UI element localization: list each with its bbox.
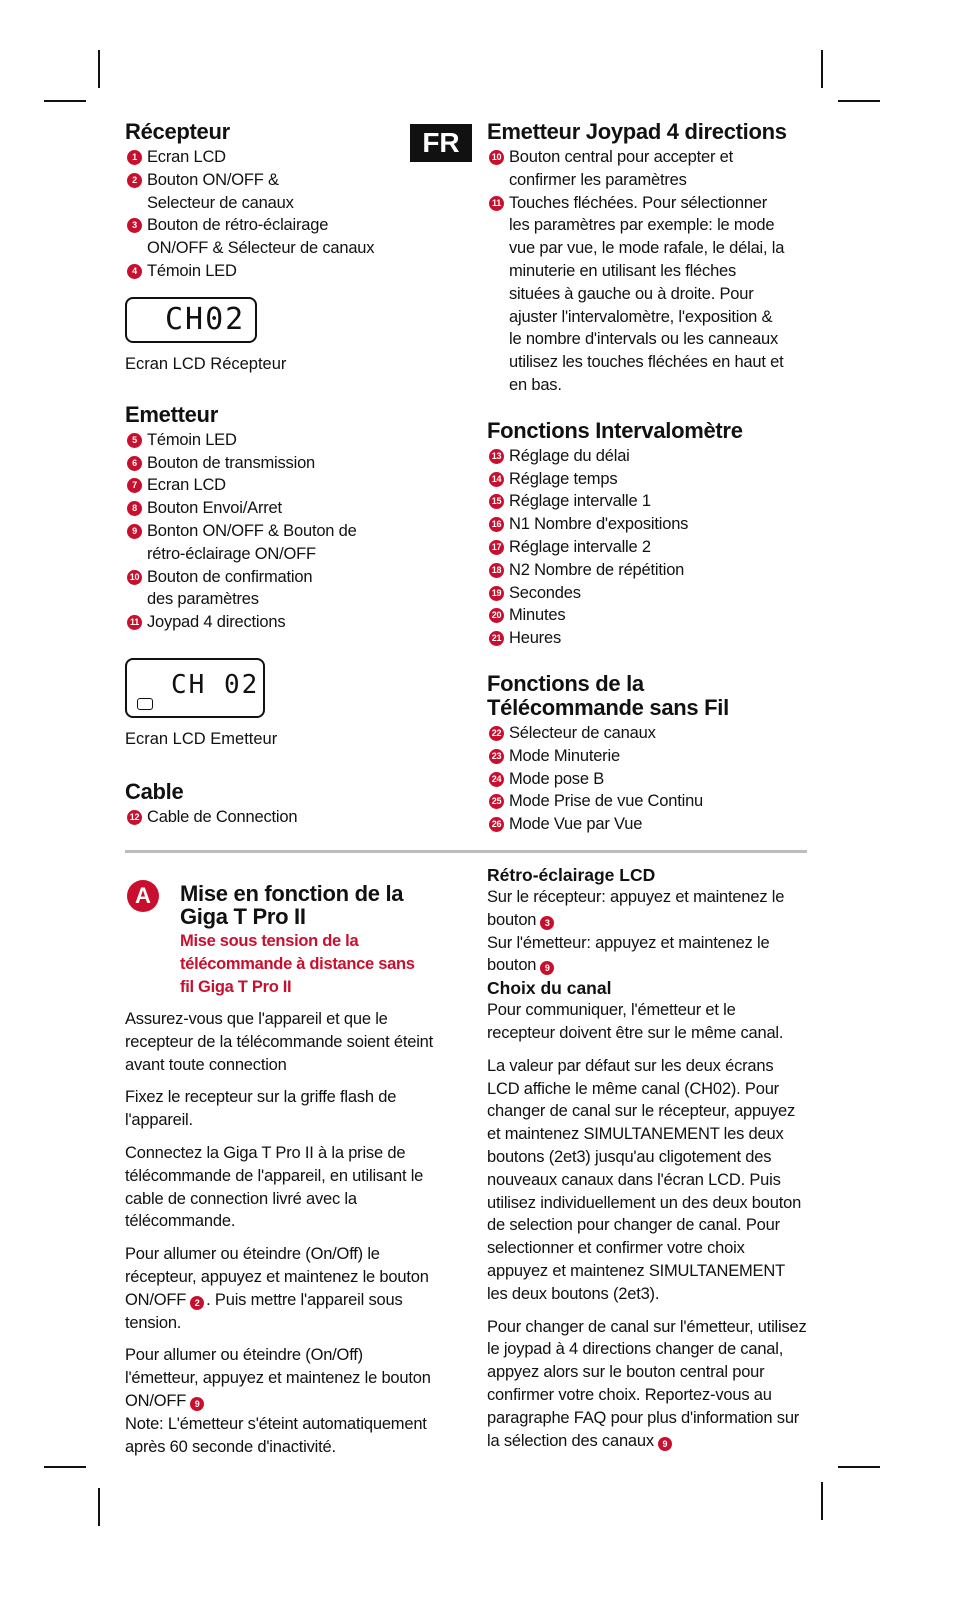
list-item: [125, 566, 455, 612]
list-item-text: N2 Nombre de répétition: [509, 560, 685, 579]
list-item-text: utilisez les touches fléchées en haut et: [509, 353, 784, 372]
section-heading: [487, 672, 807, 720]
list-item: [487, 490, 807, 513]
list-item: [125, 452, 455, 475]
list-item-text: Bouton de confirmation: [147, 567, 313, 586]
callout-number-icon: 3: [540, 916, 554, 930]
section-heading: Choix du canal: [487, 978, 612, 999]
callout-number-icon: 26: [489, 817, 504, 832]
callout-number-icon: 17: [489, 540, 504, 555]
list-item: [487, 813, 807, 836]
subheading-line: fil Giga T Pro II: [180, 977, 292, 996]
paragraph-text: Sur le récepteur: appuyez et maintenez le bouton: [487, 888, 785, 929]
left-column: [125, 120, 455, 829]
intervalometre-section: [487, 419, 807, 650]
callout-number-icon: 6: [127, 456, 142, 471]
callout-number-icon: 21: [489, 631, 504, 646]
list-item-text: Réglage intervalle 1: [509, 492, 651, 511]
section-heading: Emetteur: [125, 401, 218, 427]
list-item: [487, 146, 807, 192]
emetteur-section: [125, 403, 455, 750]
cable-section: [125, 780, 455, 829]
paragraph-text: Note: L'émetteur s'éteint automatiquement après 60 seconde d'inactivité.: [125, 1414, 427, 1456]
subheading-line: Mise sous tension de la: [180, 932, 359, 950]
list-item: [487, 768, 807, 791]
list-item-text: minuterie en utilisant les fléches: [509, 261, 737, 280]
crop-mark: [98, 1488, 100, 1526]
recepteur-section: [125, 120, 455, 375]
list-item: [487, 192, 807, 397]
list-item: [125, 260, 455, 283]
callout-number-icon: 9: [658, 1437, 672, 1451]
list-item-text: Ecran LCD: [147, 148, 226, 166]
callout-number-icon: 9: [190, 1397, 204, 1411]
paragraph: [487, 932, 807, 978]
paragraph-text: Pour allumer ou éteindre (On/Off) le récepteur, appuyez et maintenez le bouton ON/OFF: [125, 1245, 429, 1309]
section-heading: [180, 882, 450, 928]
list-item-text: situées à gauche ou à droite. Pour: [509, 284, 754, 303]
list-item-text: Cable de Connection: [147, 807, 298, 826]
crop-mark: [821, 1482, 823, 1520]
receiver-lcd-display: [125, 297, 257, 343]
section-heading: Rétro-éclairage LCD: [487, 865, 656, 885]
emetteur-list: [125, 429, 455, 634]
cable-list: [125, 806, 455, 829]
section-subheading: [180, 930, 450, 998]
callout-number-icon: 12: [127, 810, 142, 825]
paragraph-text: Pour changer de canal sur l'émetteur, utilisez le joypad à 4 directions changer de canal, appyez alors sur le bouton central pour confirmer votre choix. Reportez-vous au paragraphe FAQ pour plus d'information sur la sélection des canaux: [487, 1317, 807, 1450]
list-item-text: N1 Nombre d'expositions: [509, 515, 689, 534]
list-item-text: Bouton central pour accepter et: [509, 148, 734, 166]
telecommande-list: [487, 722, 807, 836]
section-heading: Fonctions Intervalomètre: [487, 417, 743, 443]
heading-line: Fonctions de la: [487, 670, 644, 696]
list-item-text: Réglage du délai: [509, 446, 630, 465]
paragraph: [487, 886, 807, 932]
paragraph-text: . Puis mettre l'appareil sous tension.: [125, 1290, 403, 1332]
section-heading: Récepteur: [125, 119, 230, 144]
list-item-text: Touches fléchées. Pour sélectionner: [509, 193, 768, 212]
list-item: [125, 146, 455, 169]
list-item-text: Sélecteur de canaux: [509, 723, 656, 742]
list-item-text: Mode Vue par Vue: [509, 815, 643, 834]
paragraph: Pour communiquer, l'émetteur et le recepteur doivent être sur le même canal.: [487, 1001, 784, 1042]
callout-number-icon: 4: [127, 264, 142, 279]
callout-number-icon: 7: [127, 478, 142, 493]
list-item-text: ajuster l'intervalomètre, l'exposition &: [509, 307, 773, 326]
list-item: [487, 536, 807, 559]
list-item: [487, 722, 807, 745]
list-item: [125, 497, 455, 520]
list-item: [487, 513, 807, 536]
figure-caption: Ecran LCD Récepteur: [125, 354, 287, 373]
crop-mark: [821, 50, 823, 88]
list-item-text: les paramètres par exemple: le mode: [509, 216, 775, 235]
list-item: [487, 790, 807, 813]
callout-number-icon: 15: [489, 494, 504, 509]
list-item-text: Bouton de transmission: [147, 453, 316, 472]
section-divider: [125, 850, 807, 853]
lcd-indicator-icon: [137, 698, 153, 710]
list-item-text: Bonton ON/OFF & Bouton de: [147, 521, 357, 540]
language-badge: FR: [410, 124, 472, 162]
heading-line: Télécommande sans Fil: [487, 694, 729, 720]
callout-number-icon: 11: [127, 615, 142, 630]
crop-mark: [838, 100, 880, 102]
list-item-text: Bouton ON/OFF &: [147, 170, 279, 189]
list-item-text: rétro-éclairage ON/OFF: [147, 544, 316, 563]
list-item-text: Selecteur de canaux: [147, 193, 294, 212]
callout-number-icon: 24: [489, 772, 504, 787]
list-item: [487, 468, 807, 491]
list-item-text: Heures: [509, 629, 561, 648]
section-a-badge: A: [127, 880, 159, 912]
list-item: [487, 445, 807, 468]
heading-line: Mise en fonction de la: [180, 881, 404, 906]
paragraph: [125, 1243, 440, 1334]
callout-number-icon: 18: [489, 563, 504, 578]
figure-caption: Ecran LCD Emetteur: [125, 729, 278, 748]
paragraph: [125, 1344, 440, 1458]
list-item-text: Témoin LED: [147, 261, 237, 280]
paragraph-text: Sur l'émetteur: appuyez et maintenez le bouton: [487, 933, 770, 975]
section-a-header: [180, 882, 450, 998]
list-item-text: confirmer les paramètres: [509, 170, 687, 189]
list-item-text: Témoin LED: [147, 430, 237, 449]
telecommande-section: [487, 672, 807, 836]
subheading-line: télécommande à distance sans: [180, 954, 415, 973]
callout-number-icon: 23: [489, 749, 504, 764]
crop-mark: [838, 1466, 880, 1468]
list-item-text: Mode pose B: [509, 769, 605, 788]
intervalometre-list: [487, 445, 807, 650]
callout-number-icon: 22: [489, 726, 504, 741]
callout-number-icon: 9: [540, 961, 554, 975]
list-item-text: Réglage intervalle 2: [509, 537, 651, 556]
callout-number-icon: 2: [127, 173, 142, 188]
lcd-channel-text: CH02: [165, 301, 246, 337]
callout-number-icon: 5: [127, 433, 142, 448]
list-item-text: Bouton Envoi/Arret: [147, 499, 282, 518]
callout-number-icon: 10: [127, 570, 142, 585]
lcd-channel-text: CH 02: [171, 669, 260, 700]
list-item: [125, 474, 455, 497]
list-item: [487, 582, 807, 605]
transmitter-lcd-display: [125, 658, 265, 718]
paragraph: La valeur par défaut sur les deux écrans LCD affiche le même canal (CH02). Pour changer de canal sur le récepteur, appuyez et maintenez SIMULTANEMENT les deux boutons (2et3) jusqu'au cligotement des nouveaux canaux dans l'écran LCD. Puis utilisez individuellement un des deux bouton de selection pour changer de canal. Pour selectionner et confirmer votre choix appuyez et maintenez SIMULTANEMENT les deux boutons (2et3).: [487, 1056, 802, 1303]
callout-number-icon: 13: [489, 449, 504, 464]
list-item-text: Mode Minuterie: [509, 746, 620, 765]
list-item: [125, 429, 455, 452]
list-item-text: Réglage temps: [509, 469, 618, 488]
callout-number-icon: 11: [489, 196, 504, 211]
callout-number-icon: 8: [127, 501, 142, 516]
callout-number-icon: 3: [127, 218, 142, 233]
callout-number-icon: 10: [489, 150, 504, 165]
list-item-text: en bas.: [509, 375, 562, 394]
list-item-text: des paramètres: [147, 590, 259, 609]
callout-number-icon: 2: [190, 1296, 204, 1310]
crop-mark: [44, 1466, 86, 1468]
list-item: [125, 214, 455, 260]
list-item: [125, 611, 455, 634]
callout-number-icon: 14: [489, 472, 504, 487]
heading-line: Giga T Pro II: [180, 904, 306, 929]
list-item: [487, 627, 807, 650]
section-heading: Cable: [125, 778, 184, 804]
list-item-text: Joypad 4 directions: [147, 613, 286, 632]
list-item: [487, 745, 807, 768]
callout-number-icon: 20: [489, 608, 504, 623]
list-item: [487, 559, 807, 582]
list-item-text: Minutes: [509, 606, 566, 625]
callout-number-icon: 25: [489, 794, 504, 809]
list-item-text: Mode Prise de vue Continu: [509, 792, 704, 811]
list-item-text: vue par vue, le mode rafale, le délai, la: [509, 239, 785, 258]
callout-number-icon: 1: [127, 150, 142, 165]
list-item-text: Secondes: [509, 583, 581, 602]
recepteur-list: [125, 146, 455, 283]
paragraph: Assurez-vous que l'appareil et que le recepteur de la télécommande soient éteint avant toute connection: [125, 1010, 434, 1074]
list-item: [125, 520, 455, 566]
list-item: [125, 169, 455, 215]
callout-number-icon: 19: [489, 586, 504, 601]
section-a-body: [125, 1008, 440, 1468]
callout-number-icon: 9: [127, 524, 142, 539]
paragraph: Connectez la Giga T Pro II à la prise de télécommande de l'appareil, en utilisant le cable de connection livré avec la télécommande.: [125, 1143, 424, 1231]
list-item-text: le nombre d'intervals ou les canneaux: [509, 330, 779, 349]
right-column: [487, 120, 807, 836]
paragraph-text: Pour allumer ou éteindre (On/Off) l'émetteur, appuyez et maintenez le bouton ON/OFF: [125, 1346, 431, 1410]
callout-number-icon: 16: [489, 517, 504, 532]
paragraph: [487, 1316, 807, 1453]
paragraph: Fixez le recepteur sur la griffe flash de l'appareil.: [125, 1088, 397, 1130]
list-item-text: Bouton de rétro-éclairage: [147, 216, 329, 235]
list-item: [487, 604, 807, 627]
joypad-list: [487, 146, 807, 397]
list-item-text: ON/OFF & Sélecteur de canaux: [147, 239, 375, 258]
list-item-text: Ecran LCD: [147, 476, 226, 495]
joypad-section: [487, 120, 807, 397]
list-item: [125, 806, 455, 829]
crop-mark: [44, 100, 86, 102]
section-b-body: [487, 864, 807, 1452]
crop-mark: [98, 50, 100, 88]
section-heading: Emetteur Joypad 4 directions: [487, 119, 787, 144]
